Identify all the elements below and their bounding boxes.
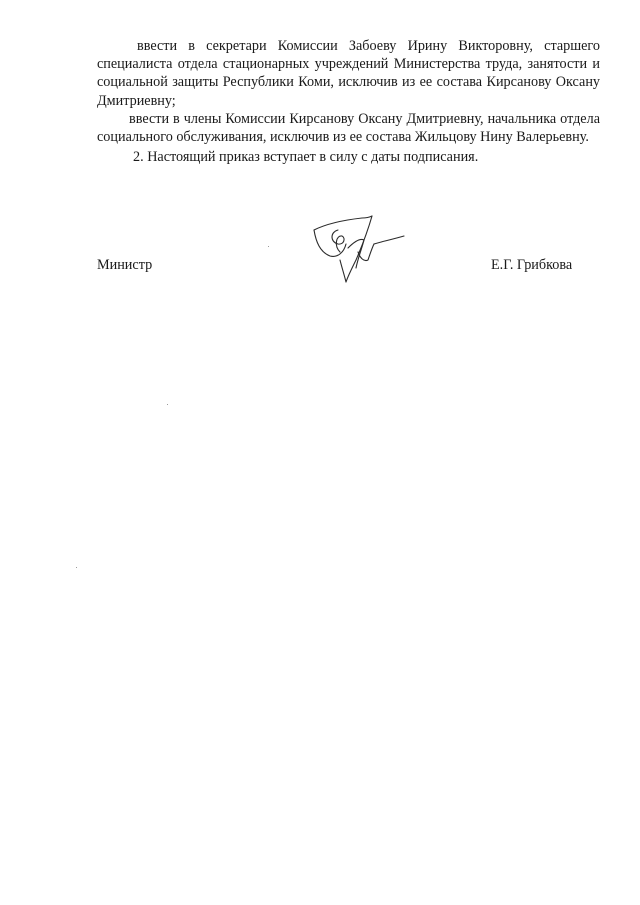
scan-speck: [167, 404, 168, 405]
document-body: [97, 37, 600, 166]
scan-speck: [76, 567, 77, 568]
signatory-name: Е.Г. Грибкова: [491, 257, 573, 273]
signatory-title: Министр: [97, 257, 153, 273]
handwritten-signature: [300, 208, 410, 286]
scan-speck: [268, 246, 269, 247]
paragraph-effective-date: 2. Настоящий приказ вступает в силу с даты подписания.: [133, 149, 479, 166]
paragraph-secretary: ввести в секретари Комиссии Забоеву Ирину Викторовну, старшего специалиста отдела стационарных учреждений Министерства труда, занятости и социальной защиты Республики Коми, исключив из ее состава Кирсанову Оксану Дмитриевну;: [97, 38, 600, 109]
paragraph-member: ввести в члены Комиссии Кирсанову Оксану Дмитриевну, начальника отдела социального обслуживания, исключив из ее состава Жильцову Нину Валерьевну.: [97, 110, 600, 146]
